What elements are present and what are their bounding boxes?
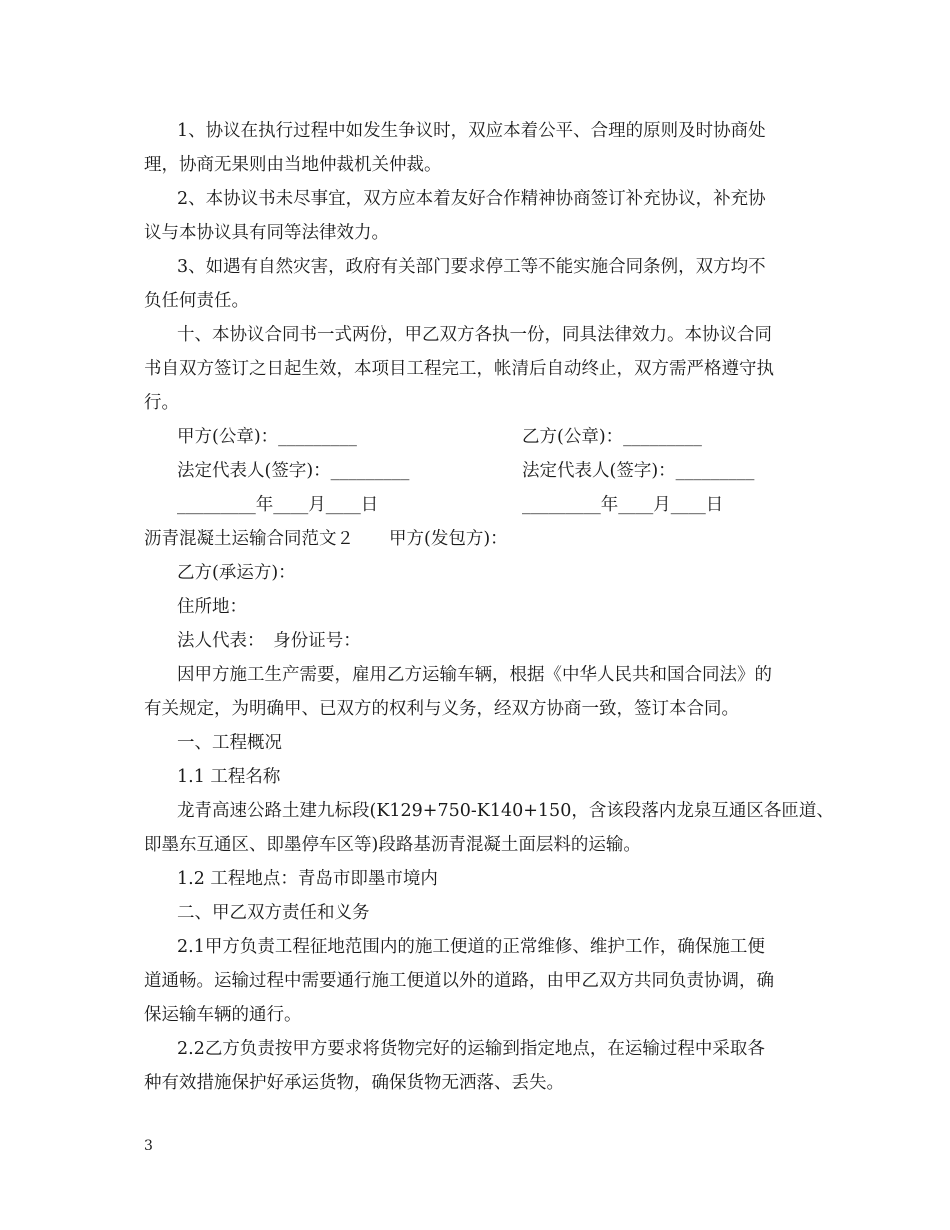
paragraph-line: 负任何责任。	[144, 291, 249, 311]
signature-row-representative	[144, 454, 824, 488]
party-b-date: _________年____月____日	[522, 495, 724, 515]
section-heading: 二、甲乙双方责任和义务	[177, 903, 370, 923]
paragraph-line: 1.2 工程地点：青岛市即墨市境内	[177, 869, 438, 889]
document-body	[144, 114, 834, 1100]
party-b-seal: 乙方(公章)：_________	[522, 427, 702, 447]
party-a-date: _________年____月____日	[177, 495, 379, 515]
party-b-representative: 法定代表人(签字)：_________	[522, 461, 755, 481]
paragraph-line: 保运输车辆的通行。	[144, 1005, 302, 1025]
subsection-heading: 1.1 工程名称	[177, 767, 281, 787]
paragraph-line: 理，协商无果则由当地仲裁机关仲裁。	[144, 155, 442, 175]
paragraph-line: 因甲方施工生产需要，雇用乙方运输车辆，根据《中华人民共和国合同法》的	[177, 665, 772, 685]
paragraph-line: 行。	[144, 393, 179, 413]
paragraph-line: 2、本协议书未尽事宜，双方应本着友好合作精神协商签订补充协议，补充协	[177, 189, 766, 209]
legal-rep-line: 法人代表： 身份证号：	[177, 631, 361, 651]
paragraph-line: 2.2乙方负责按甲方要求将货物完好的运输到指定地点，在运输过程中采取各	[177, 1039, 765, 1059]
party-a-seal: 甲方(公章)：_________	[177, 427, 357, 447]
address-line: 住所地：	[177, 597, 247, 617]
paragraph-line: 种有效措施保护好承运货物，确保货物无洒落、丢失。	[144, 1073, 564, 1093]
party-a-representative: 法定代表人(签字)：_________	[177, 461, 410, 481]
paragraph-line: 即墨东互通区、即墨停车区等)段路基沥青混凝土面层料的运输。	[144, 835, 641, 855]
paragraph-line: 议与本协议具有同等法律效力。	[144, 223, 389, 243]
paragraph-line: 3、如遇有自然灾害，政府有关部门要求停工等不能实施合同条例，双方均不	[177, 257, 766, 277]
signature-row-date	[144, 488, 824, 522]
page-number: 3	[144, 1138, 153, 1154]
paragraph-line: 1、协议在执行过程中如发生争议时，双应本着公平、合理的原则及时协商处	[177, 121, 766, 141]
paragraph-line: 有关规定，为明确甲、已双方的权利与义务，经双方协商一致，签订本合同。	[144, 699, 739, 719]
paragraph-line: 龙青高速公路土建九标段(K129+750-K140+150，含该段落内龙泉互通区各匝道、	[177, 801, 834, 821]
contract-title-line: 沥青混凝土运输合同范文２ 甲方(发包方)：	[144, 529, 508, 549]
paragraph-line: 道通畅。运输过程中需要通行施工便道以外的道路，由甲乙双方共同负责协调，确	[144, 971, 774, 991]
section-heading: 一、工程概况	[177, 733, 282, 753]
paragraph-line: 书自双方签订之日起生效，本项目工程完工，帐清后自动终止，双方需严格遵守执	[144, 359, 774, 379]
paragraph-line: 2.1甲方负责工程征地范围内的施工便道的正常维修、维护工作，确保施工便	[177, 937, 765, 957]
party-b-line: 乙方(承运方)：	[177, 563, 296, 583]
signature-row-seal	[144, 420, 824, 454]
paragraph-line: 十、本协议合同书一式两份，甲乙双方各执一份，同具法律效力。本协议合同	[177, 325, 772, 345]
